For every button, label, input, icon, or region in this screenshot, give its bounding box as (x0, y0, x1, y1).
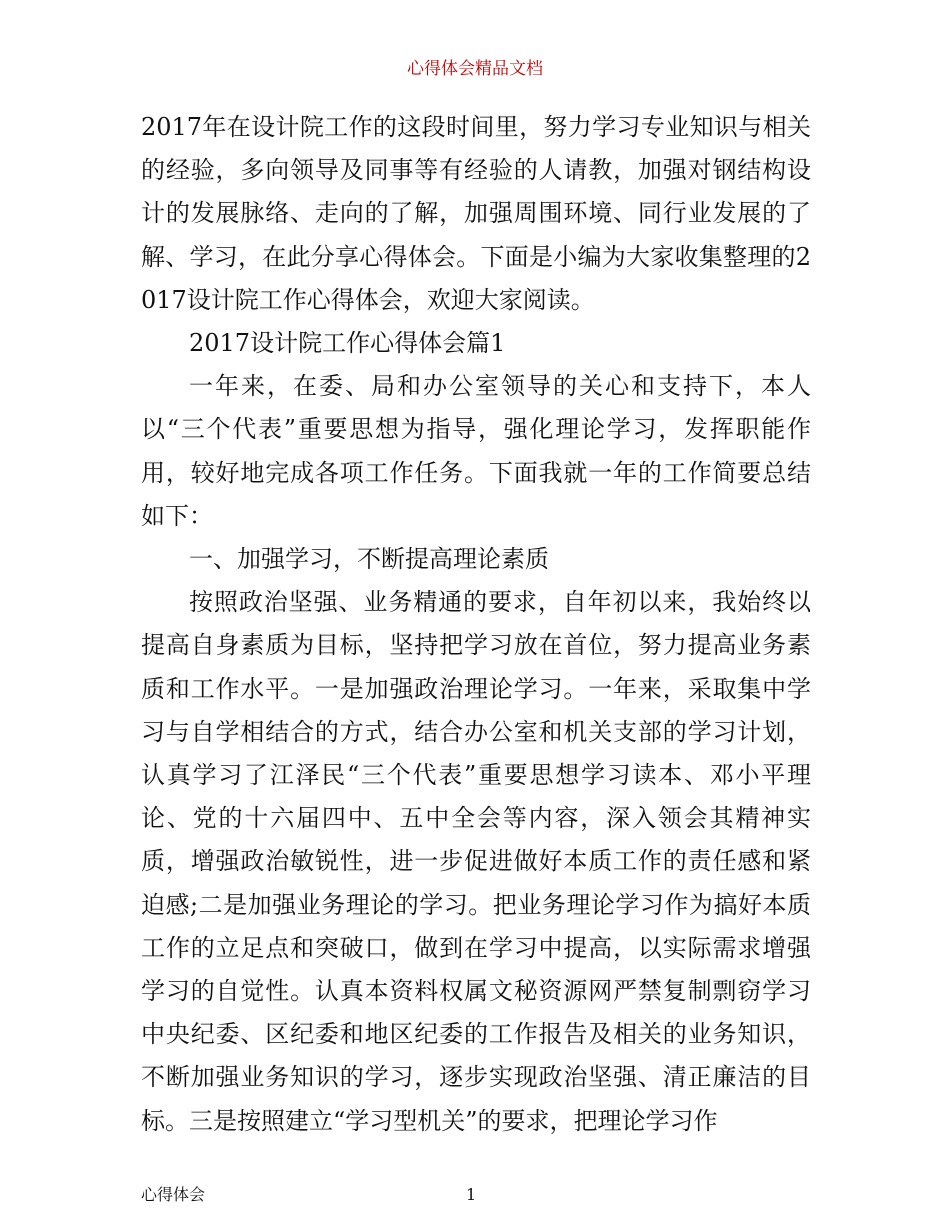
footer-label: 心得体会 (141, 1185, 206, 1204)
summary-paragraph: 一年来，在委、局和办公室领导的关心和支持下，本人以“三个代表”重要思想为指导，强化理论学习，发挥职能作用，较好地完成各项工作任务。下面我就一年的工作简要总结如下： (141, 372, 811, 530)
page-header-title: 心得体会精品文档 (407, 59, 543, 79)
section-title: 2017设计院工作心得体会篇1 (189, 329, 506, 358)
page-number: 1 (466, 1185, 477, 1204)
document-body (141, 106, 811, 1143)
intro-paragraph: 2017年在设计院工作的这段时间里，努力学习专业知识与相关的经验，多向领导及同事等有经验的人请教，加强对钢结构设计的发展脉络、走向的了解，加强周围环境、同行业发展的了解、学习，在此分享心得体会。下面是小编为大家收集整理的2017设计院工作心得体会，欢迎大家阅读。 (141, 113, 811, 314)
subsection-heading: 一、加强学习，不断提高理论素质 (189, 545, 549, 574)
study-paragraph: 按照政治坚强、业务精通的要求，自年初以来，我始终以提高自身素质为目标，坚持把学习放在首位，努力提高业务素质和工作水平。一是加强政治理论学习。一年来，采取集中学习与自学相结合的方式，结合办公室和机关支部的学习计划，认真学习了江泽民“三个代表”重要思想学习读本、邓小平理论、党的十六届四中、五中全会等内容，深入领会其精神实质，增强政治敏锐性，进一步促进做好本质工作的责任感和紧迫感;二是加强业务理论的学习。把业务理论学习作为搞好本质工作的立足点和突破口，做到在学习中提高，以实际需求增强学习的自觉性。认真本资料权属文秘资源网严禁复制剽窃学习中央纪委、区纪委和地区纪委的工作报告及相关的业务知识，不断加强业务知识的学习，逐步实现政治坚强、清正廉洁的目标。三是按照建立“学习型机关”的要求，把理论学习作 (141, 588, 811, 1135)
